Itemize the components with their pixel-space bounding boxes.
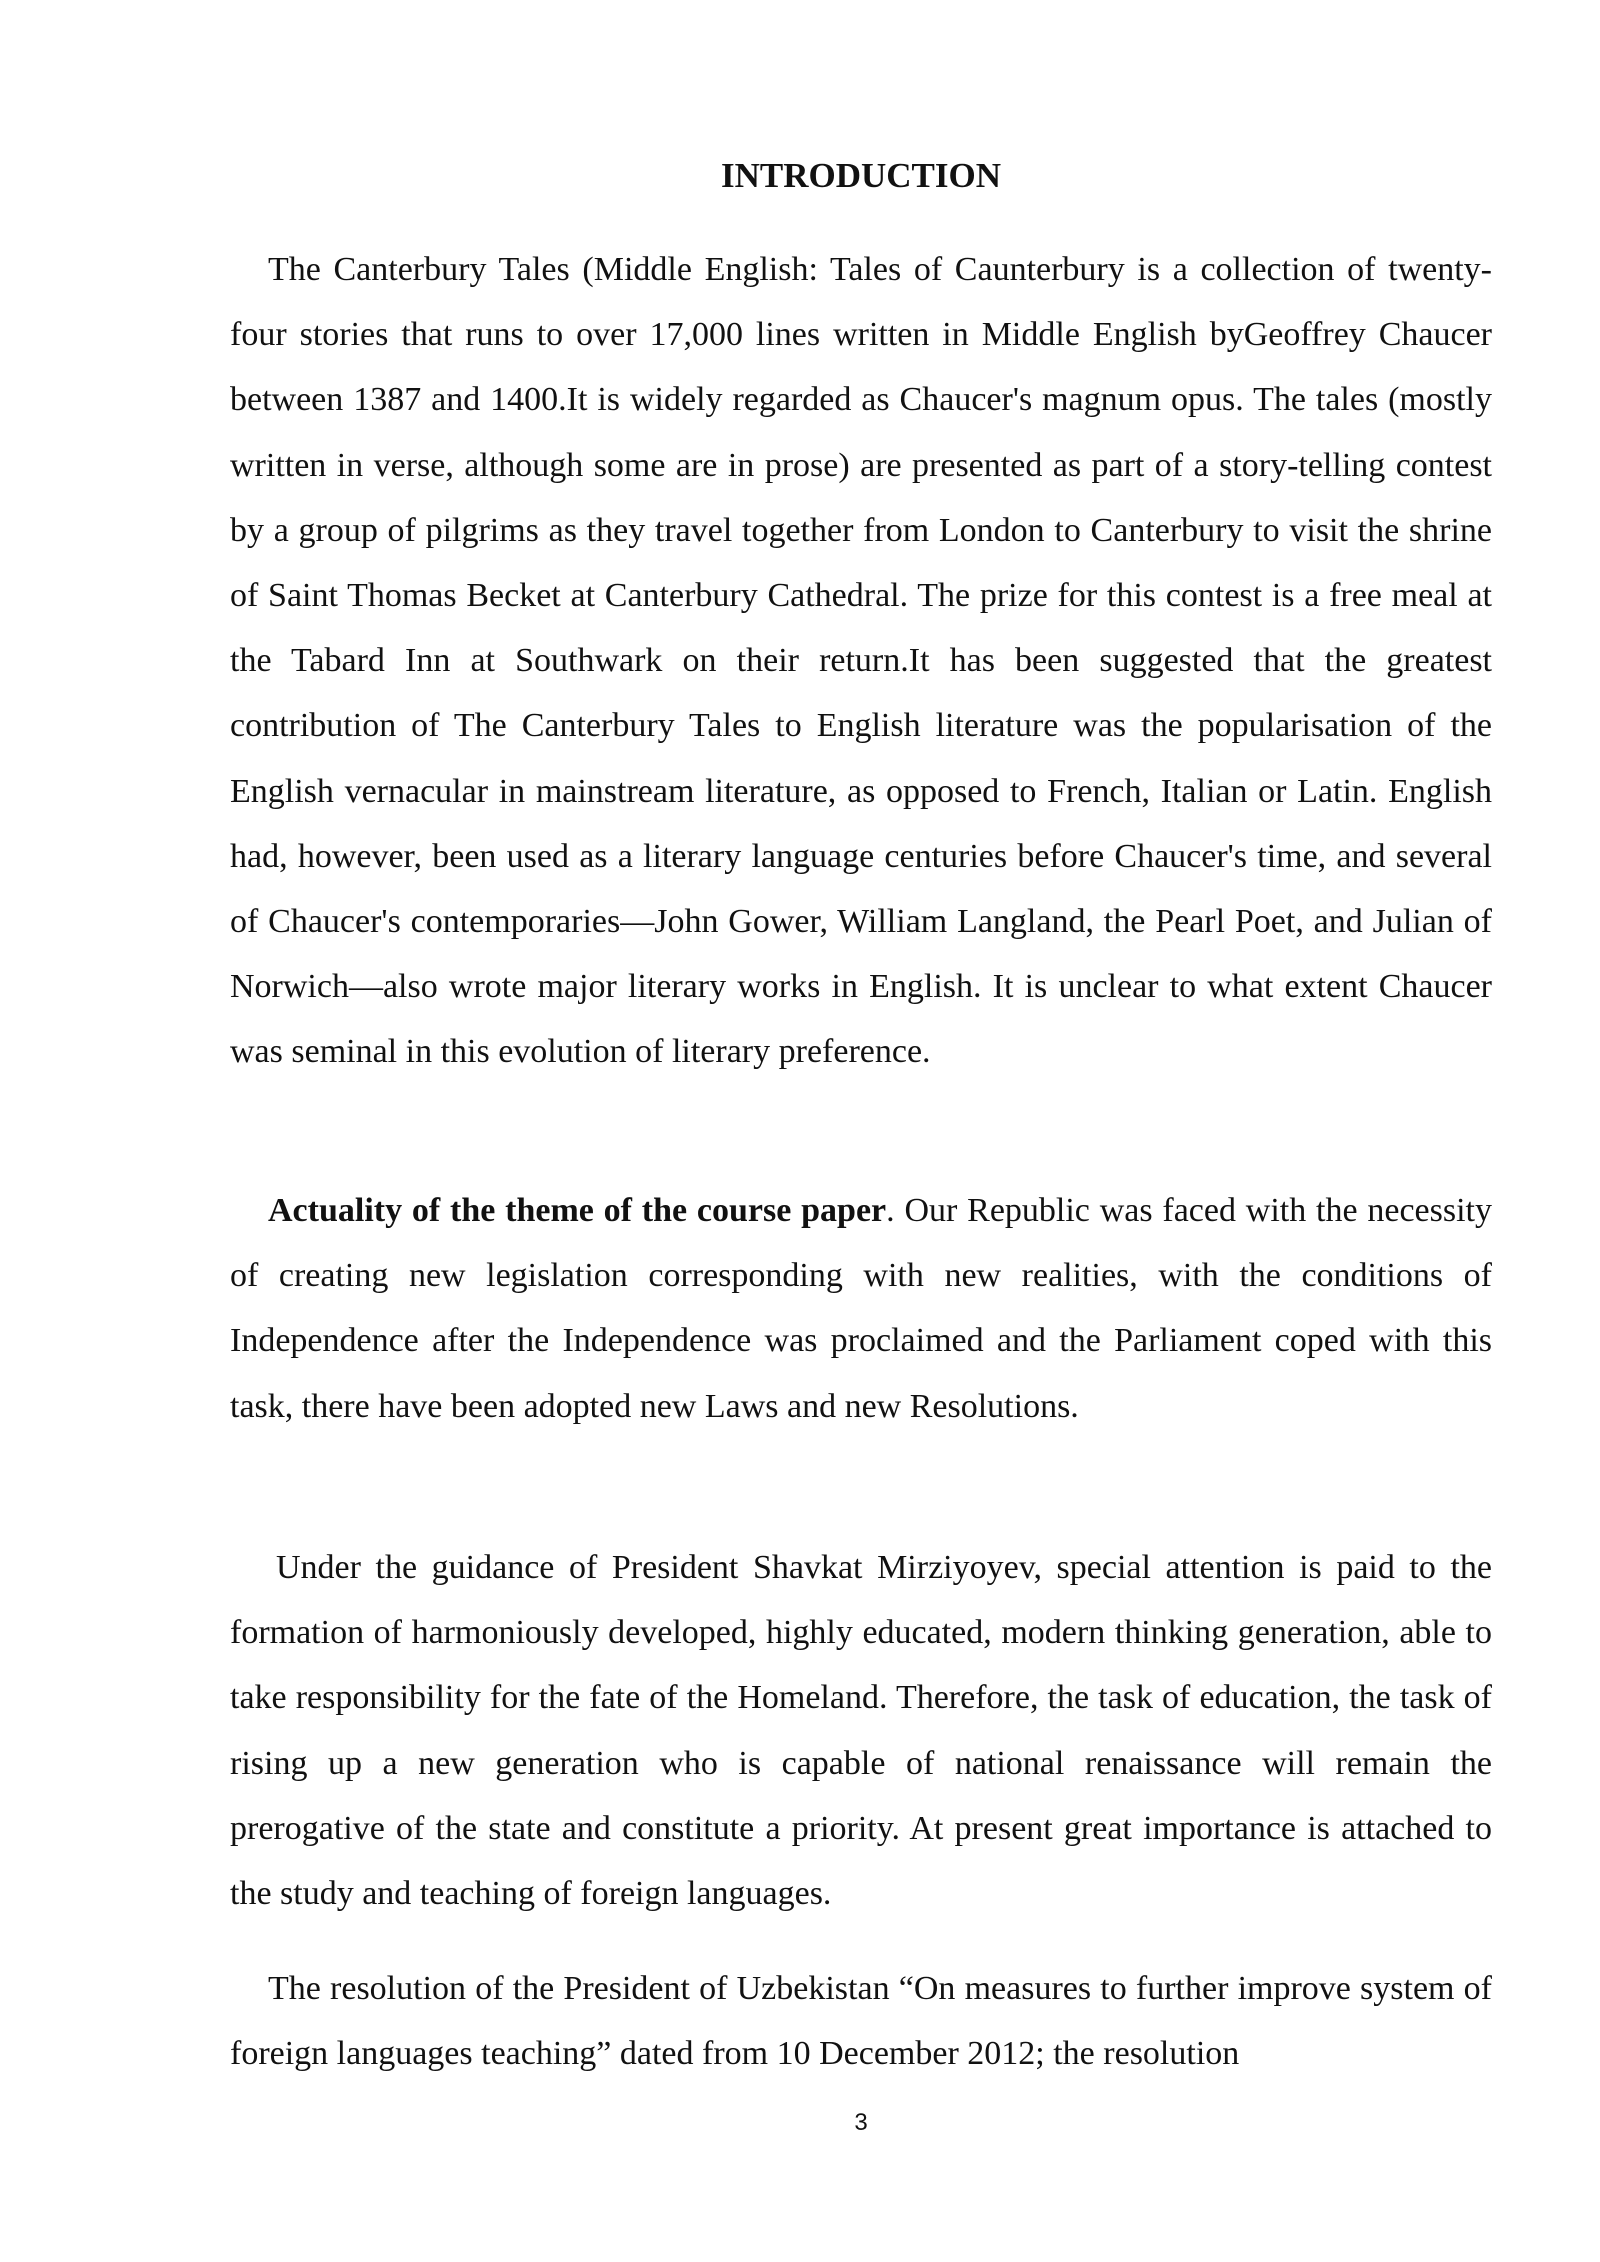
paragraph-text: The Canterbury Tales (Middle English: Tales of Caunterbury is a collection of twenty-four stories that runs to over 17,000 lines written in Middle English byGeoffrey Chaucer between 1387 and 1400.It is widely regarded as Chaucer's magnum opus. The tales (mostly written in verse, although some are in prose) are presented as part of a story-telling contest by a group of pilgrims as they travel together from London to Canterbury to visit the shrine of Saint Thomas Becket at Canterbury Cathedral. The prize for this contest is a free meal at the Tabard Inn at Southwark on their return.It has been suggested that the greatest contribution of The Canterbury Tales to English literature was the popularisation of the English vernacular in mainstream literature, as opposed to French, Italian or Latin. English had, however, been used as a literary language centuries before Chaucer's time, and several of Chaucer's contemporaries—John Gower, William Langland, the Pearl Poet, and Julian of Norwich—also wrote major literary works in English. It is unclear to what extent Chaucer was seminal in this evolution of literary preference. [230, 251, 1492, 1071]
document-page [230, 0, 1492, 2262]
paragraph-text: The resolution of the President of Uzbekistan “On measures to further improve system of foreign languages teaching” dated from 10 December 2012; the resolution [230, 1970, 1492, 2073]
paragraph-intro [230, 237, 1492, 1085]
page-title: INTRODUCTION [720, 156, 1002, 195]
paragraph-resolution [230, 1956, 1492, 2086]
page-number: 3 [854, 2109, 868, 2136]
paragraph-text: . Our Republic was faced with the necessity of creating new legislation corresponding with new realities, with the conditions of Independence after the Independence was proclaimed and the Parliament coped with this task, there have been adopted new Laws and new Resolutions. [230, 1192, 1492, 1425]
paragraph-guidance [230, 1535, 1492, 1926]
paragraph-lead: Actuality of the theme of the course paper [268, 1192, 887, 1229]
paragraph-actuality [230, 1178, 1492, 1439]
paragraph-text: Under the guidance of President Shavkat Mirziyoyev, special attention is paid to the formation of harmoniously developed, highly educated, modern thinking generation, able to take responsibility for the fate of the Homeland. Therefore, the task of education, the task of rising up a new generation who is capable of national renaissance will remain the prerogative of the state and constitute a priority. At present great importance is attached to the study and teaching of foreign languages. [230, 1549, 1492, 1913]
